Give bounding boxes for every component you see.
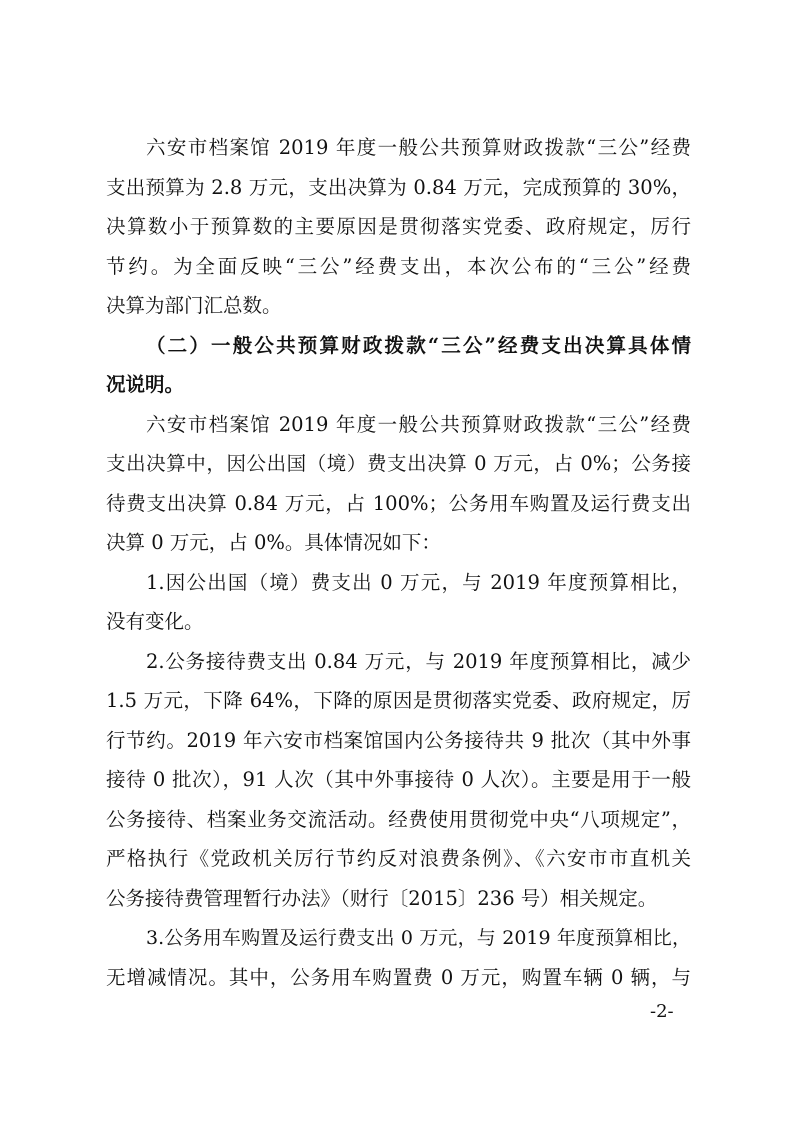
- list-item-line: 公务接待费管理暂行办法》（财行〔2015〕236 号）相关规定。: [106, 886, 658, 910]
- paragraph-line: 支出决算中，因公出国（境）费支出决算 0 万元，占 0%；公务接: [106, 452, 691, 475]
- list-item-line: 1.5 万元，下降 64%，下降的原因是贯彻落实党委、政府规定，厉: [106, 689, 691, 712]
- list-item-line: 接待 0 批次），91 人次（其中外事接待 0 人次）。主要是用于一般: [106, 768, 691, 791]
- paragraph-line: 节约。为全面反映“三公”经费支出，本次公布的“三公”经费: [106, 254, 691, 278]
- list-item-line: 1.因公出国（境）费支出 0 万元，与 2019 年度预算相比，: [146, 570, 691, 594]
- paragraph-line: 待费支出决算 0.84 万元，占 100%；公务用车购置及运行费支出: [106, 491, 691, 515]
- list-item-line: 没有变化。: [106, 610, 204, 633]
- paragraph-line: 决算为部门汇总数。: [106, 294, 282, 317]
- list-item-line: 行节约。2019 年六安市档案馆国内公务接待共 9 批次（其中外事: [106, 728, 691, 752]
- paragraph-line: 六安市档案馆 2019 年度一般公共预算财政拨款“三公”经费: [146, 136, 691, 159]
- list-item-line: 3.公务用车购置及运行费支出 0 万元，与 2019 年度预算相比，: [146, 927, 691, 949]
- paragraph-line: 决算 0 万元，占 0%。具体情况如下：: [106, 531, 441, 554]
- list-item-line: 2.公务接待费支出 0.84 万元，与 2019 年度预算相比，减少: [146, 649, 691, 673]
- body-text: [106, 133, 691, 1002]
- section-heading-line: 况说明。: [106, 373, 185, 396]
- page-number: -2-: [650, 1001, 674, 1022]
- list-item-line: 公务接待、档案业务交流活动。经费使用贯彻党中央“八项规定”，: [106, 807, 691, 831]
- paragraph-line: 支出预算为 2.8 万元，支出决算为 0.84 万元，完成预算的 30%，: [106, 175, 691, 199]
- paragraph-line: 决算数小于预算数的主要原因是贯彻落实党委、政府规定，厉行: [106, 215, 691, 238]
- paragraph-line: 六安市档案馆 2019 年度一般公共预算财政拨款“三公”经费: [146, 412, 691, 436]
- list-item-line: 无增减情况。其中，公务用车购置费 0 万元，购置车辆 0 辆，与: [106, 965, 691, 989]
- list-item-line: 严格执行《党政机关厉行节约反对浪费条例》、《六安市市直机关: [106, 847, 691, 870]
- section-heading-line: （二）一般公共预算财政拨款“三公”经费支出决算具体情: [146, 333, 691, 357]
